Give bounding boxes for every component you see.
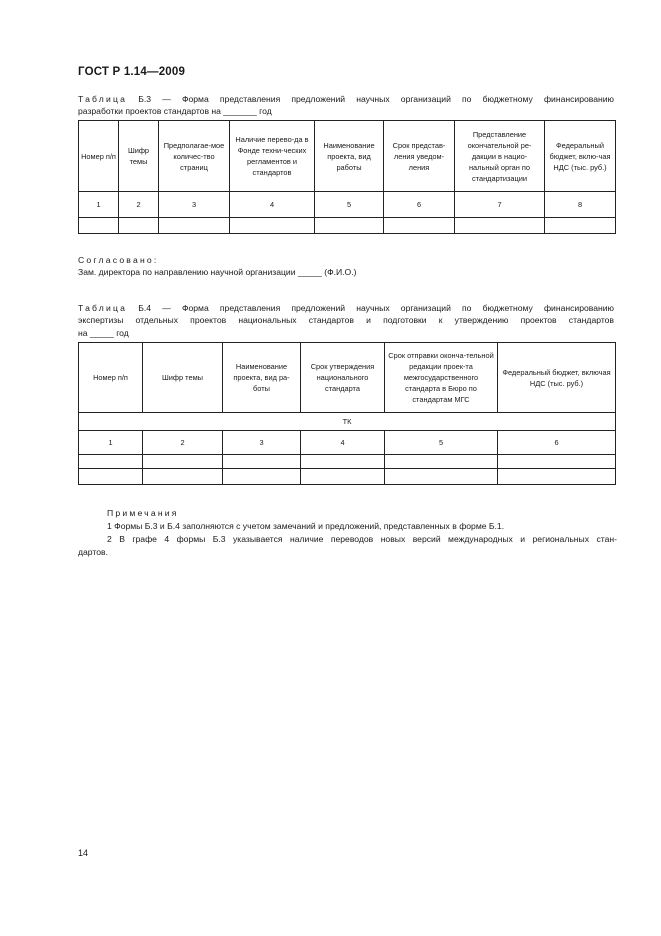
table4-tk-row — [79, 413, 616, 431]
table4-col-number: 3 — [223, 431, 301, 455]
table3-col-header: Представление окончательной ре-дакции в нацио-нальный орган по стандартизации — [455, 121, 545, 192]
table3-caption-label: Таблица — [78, 94, 128, 104]
table4-header-row — [79, 343, 616, 413]
table4-caption-line2: экспертизы отдельных проектов национальных стандартов и подготовки к утверждению проектов стандартов — [78, 315, 614, 326]
page-number: 14 — [78, 848, 89, 858]
table3-col-header: Шифр темы — [119, 121, 159, 192]
table3-empty-row — [79, 218, 616, 234]
table4-col-number: 5 — [385, 431, 498, 455]
agreed-block — [78, 254, 357, 278]
table3-col-number: 4 — [230, 192, 315, 218]
table3-number-row — [79, 192, 616, 218]
table4-col-number: 2 — [143, 431, 223, 455]
note-item: 1 Формы Б.3 и Б.4 заполняются с учетом замечаний и предложений, представленных в форме Б.1. — [107, 521, 505, 531]
table4-caption-label: Таблица — [78, 303, 128, 313]
table3-caption-line1: Б.3 — Форма представления предложений научных организаций по бюджетному финансированию — [138, 94, 614, 104]
table4-col-header: Федеральный бюджет, включая НДС (тыс. руб.) — [498, 343, 616, 413]
table4-col-header: Срок утверждения национального стандарта — [301, 343, 385, 413]
table4-caption-line1: Б.4 — Форма представления предложений научных организаций по бюджетному финансированию — [138, 303, 614, 313]
agreed-line: Зам. директора по направлению научной организации _____ (Ф.И.О.) — [78, 267, 357, 278]
table3-col-number: 2 — [119, 192, 159, 218]
table4-caption-line3: на _____ год — [78, 327, 129, 338]
table3-col-header: Предполагае-мое количес-тво страниц — [159, 121, 230, 192]
table3-col-number: 7 — [455, 192, 545, 218]
table3-col-header: Наименование проекта, вид работы — [315, 121, 384, 192]
table3-col-header: Федеральный бюджет, вклю-чая НДС (тыс. руб.) — [545, 121, 616, 192]
table4-col-header: Номер п/п — [79, 343, 143, 413]
table3-col-number: 3 — [159, 192, 230, 218]
table-b4 — [78, 342, 616, 485]
table4-col-header: Срок отправки оконча-тельной редакции проек-та межгосударственного стандарта в Бюро по стандартам МГС — [385, 343, 498, 413]
table3-col-number: 5 — [315, 192, 384, 218]
table4-empty-row — [79, 469, 616, 485]
table4-tk-cell: ТК — [79, 413, 616, 431]
table3-col-number: 1 — [79, 192, 119, 218]
table4-col-number: 6 — [498, 431, 616, 455]
table3-col-number: 6 — [384, 192, 455, 218]
note-item: дартов. — [78, 547, 108, 557]
table4-col-header: Наименование проекта, вид ра-боты — [223, 343, 301, 413]
table4-empty-row — [79, 455, 616, 469]
table4-caption — [78, 302, 614, 339]
table4-col-number: 4 — [301, 431, 385, 455]
agreed-label: Согласовано: — [78, 255, 159, 265]
table-b3 — [78, 120, 616, 234]
table3-caption-line2: разработки проектов стандартов на _______ год — [78, 106, 272, 117]
table4-col-number: 1 — [79, 431, 143, 455]
table3-col-number: 8 — [545, 192, 616, 218]
table3-col-header: Срок представ-ления уведом-ления — [384, 121, 455, 192]
document-header: ГОСТ Р 1.14—2009 — [78, 66, 186, 78]
table3-col-header: Номер п/п — [79, 121, 119, 192]
table3-col-header: Наличие перево-да в Фонде техни-ческих регламентов и стандартов — [230, 121, 315, 192]
table4-col-header: Шифр темы — [143, 343, 223, 413]
table3-header-row — [79, 121, 616, 192]
notes-title: Примечания — [107, 508, 179, 518]
table3-caption — [78, 93, 614, 118]
note-item: 2 В графе 4 формы Б.3 указывается наличие переводов новых версий международных и региональных стан- — [107, 534, 617, 544]
table4-number-row — [79, 431, 616, 455]
